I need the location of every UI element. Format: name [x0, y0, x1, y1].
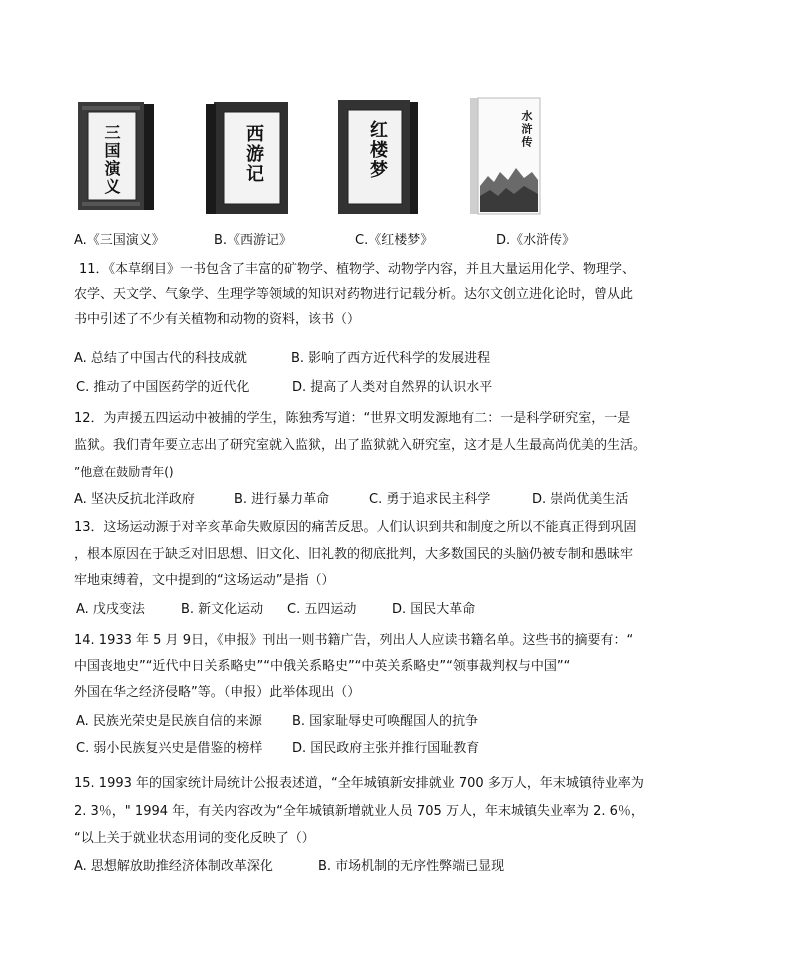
question-text: 14. 1933 年 5 月 9日，《申报》刊出一则书籍广告，列出人人应读书籍名单。这些书的摘要有：“ — [74, 633, 634, 648]
option-b: B. 进行暴力革命 — [234, 492, 330, 507]
question-text: 外国在华之经济侵略”等。（申报）此举体现出（） — [74, 685, 361, 700]
option-a: A. 总结了中国古代的科技成就 — [74, 351, 247, 366]
option-a: A. 民族光荣史是民族自信的来源 — [76, 714, 262, 729]
option-c: C.《红楼梦》 — [355, 233, 434, 248]
book-title: 红楼梦 — [367, 120, 388, 180]
question-text: 15. 1993 年的国家统计局统计公报表述道，“全年城镇新安排就业 700 多万人，年末城镇待业率为 — [74, 776, 644, 791]
question-text: 农学、天文学、气象学、生理学等领域的知识对药物进行记载分析。达尔文创立进化论时，曾从此 — [74, 287, 634, 302]
question-text: 11．《本草纲目》一书包含了丰富的矿物学、植物学、动物学内容，并且大量运用化学、物理学、 — [79, 262, 636, 277]
question-text: 13．这场运动源于对辛亥革命失败原因的痛苦反思。人们认识到共和制度之所以不能真正得到巩固 — [74, 520, 637, 535]
question-text: 牢地束缚着，文中提到的“这场运动”是指（） — [74, 573, 335, 588]
option-b: B.《西游记》 — [214, 233, 293, 248]
book-title: 三国演义 — [102, 124, 121, 196]
book-image-sanguo — [76, 100, 156, 212]
question-text: 书中引述了不少有关植物和动物的资料，该书（） — [74, 312, 361, 327]
option-c: C. 推动了中国医药学的近代化 — [76, 380, 250, 395]
option-d: D.《水浒传》 — [496, 233, 576, 248]
book-title: 西游记 — [243, 124, 264, 184]
option-a: A.《三国演义》 — [74, 233, 165, 248]
option-c: C. 弱小民族复兴史是借鉴的榜样 — [76, 741, 263, 756]
question-text: “以上关于就业状态用词的变化反映了（） — [74, 831, 315, 846]
question-text: ，根本原因在于缺乏对旧思想、旧文化、旧礼教的彻底批判，大多数国民的头脑仍被专制和愚昧牢 — [74, 547, 634, 562]
option-d: D. 崇尚优美生活 — [532, 492, 629, 507]
question-text: 监狱。我们青年要立志出了研究室就入监狱，出了监狱就入研究室，这才是人生最高尚优美的生活。 — [74, 438, 647, 453]
question-text: ”他意在鼓励青年() — [74, 465, 174, 479]
book-image-honglou — [336, 98, 420, 216]
book-image-xiyou — [204, 100, 292, 216]
option-a: A. 坚决反抗北洋政府 — [74, 492, 195, 507]
question-text: 2. 3％，" 1994 年，有关内容改为“全年城镇新增就业人员 705 万人，年末城镇失业率为 2. 6％， — [74, 804, 644, 819]
option-a: A. 戊戌变法 — [76, 602, 145, 617]
option-b: B. 新文化运动 — [181, 602, 264, 617]
option-b: B. 影响了西方近代科学的发展进程 — [291, 351, 491, 366]
option-c: C. 勇于追求民主科学 — [369, 492, 491, 507]
option-c: C. 五四运动 — [287, 602, 357, 617]
option-d: D. 国民政府主张并推行国耻教育 — [292, 741, 480, 756]
option-d: D. 提高了人类对自然界的认识水平 — [292, 380, 493, 395]
question-text: 12．为声援五四运动中被捕的学生，陈独秀写道：“世界文明发源地有二：一是科学研究室，一是 — [74, 411, 631, 426]
option-b: B. 市场机制的无序性弊端已显现 — [318, 859, 505, 874]
option-a: A. 思想解放助推经济体制改革深化 — [74, 859, 273, 874]
book-image-shuihu — [468, 96, 544, 216]
option-d: D. 国民大革命 — [392, 602, 476, 617]
option-b: B. 国家耻辱史可唤醒国人的抗争 — [292, 714, 479, 729]
book-title: 水浒传 — [520, 110, 533, 149]
question-text: 中国丧地史”“近代中日关系略史”“中俄关系略史”“中英关系略史”“领事裁判权与中国”“ — [74, 659, 571, 674]
